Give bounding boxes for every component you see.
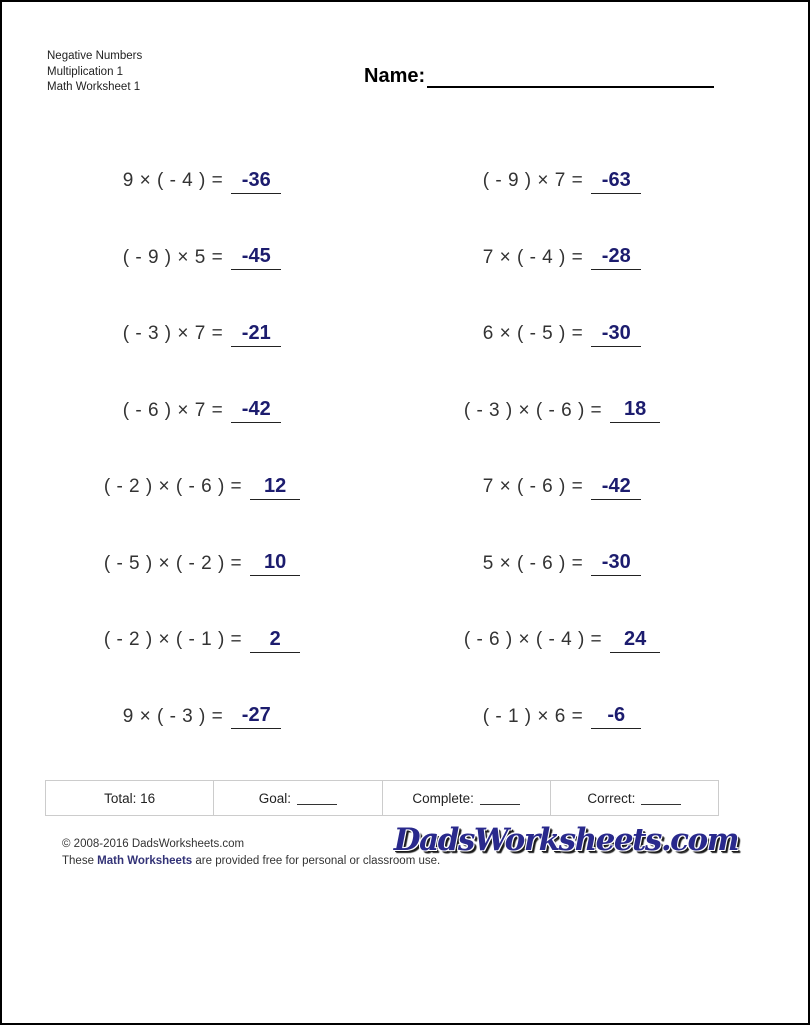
license-prefix: These <box>62 855 94 867</box>
problem-answer: -45 <box>231 245 281 270</box>
header-line-worksheet-number: Math Worksheet 1 <box>47 81 141 93</box>
goal-label: Goal: <box>258 790 292 806</box>
problem-expression: 9 × ( - 4 ) = <box>122 170 224 192</box>
problem-row <box>72 526 332 603</box>
problem-answer: -63 <box>591 169 641 194</box>
goal-blank-line <box>297 792 337 805</box>
correct-label: Correct: <box>587 790 636 806</box>
problem-expression: ( - 2 ) × ( - 1 ) = <box>103 629 243 651</box>
complete-label: Complete: <box>412 790 474 806</box>
problem-answer: 2 <box>250 628 300 653</box>
problem-expression: 7 × ( - 4 ) = <box>482 246 584 268</box>
problem-row <box>432 526 692 603</box>
problem-expression: 9 × ( - 3 ) = <box>122 705 224 727</box>
problems-column-right <box>432 143 692 755</box>
score-cell-complete <box>383 781 551 815</box>
problem-row <box>432 449 692 526</box>
problem-expression: ( - 2 ) × ( - 6 ) = <box>103 476 243 498</box>
problem-answer: -42 <box>231 398 281 423</box>
math-worksheets-link[interactable]: Math Worksheets <box>97 855 193 867</box>
license-line <box>62 853 440 870</box>
problem-expression: ( - 6 ) × ( - 4 ) = <box>463 629 603 651</box>
problem-answer: 18 <box>610 398 660 423</box>
problem-expression: 6 × ( - 5 ) = <box>482 323 584 345</box>
problem-answer: 12 <box>250 475 300 500</box>
problem-answer: 10 <box>250 551 300 576</box>
problem-answer: -42 <box>591 475 641 500</box>
dadsworksheets-logo: DadsWorksheets.com <box>393 822 738 858</box>
problem-answer: -28 <box>591 245 641 270</box>
problem-expression: ( - 9 ) × 5 = <box>122 246 224 268</box>
problem-row <box>72 449 332 526</box>
complete-blank-line <box>480 792 520 805</box>
problem-expression: ( - 6 ) × 7 = <box>122 399 224 421</box>
name-label: Name: <box>364 65 426 87</box>
total-label: Total: 16 <box>104 790 156 806</box>
correct-blank-line <box>641 792 681 805</box>
problem-expression: ( - 3 ) × ( - 6 ) = <box>463 399 603 421</box>
copyright-line: © 2008-2016 DadsWorksheets.com <box>62 838 245 850</box>
problem-answer: -30 <box>591 322 641 347</box>
problem-answer: -30 <box>591 551 641 576</box>
footer-copyright-block <box>62 836 440 870</box>
problem-row <box>72 220 332 297</box>
license-suffix: are provided free for personal or classroom use. <box>195 855 441 867</box>
score-cell-goal <box>214 781 382 815</box>
name-blank-line <box>427 64 714 88</box>
problem-row <box>432 296 692 373</box>
problem-answer: -27 <box>231 704 281 729</box>
problem-expression: ( - 5 ) × ( - 2 ) = <box>103 552 243 574</box>
problem-row <box>432 220 692 297</box>
problem-row <box>72 679 332 756</box>
problem-row <box>72 143 332 220</box>
problem-row <box>72 373 332 450</box>
problem-row <box>432 143 692 220</box>
problem-row <box>432 602 692 679</box>
worksheet-header <box>47 49 142 96</box>
problem-row <box>72 296 332 373</box>
header-line-topic: Negative Numbers <box>47 50 143 62</box>
header-line-subtopic: Multiplication 1 <box>47 65 124 78</box>
problem-expression: ( - 3 ) × 7 = <box>122 323 224 345</box>
problem-row <box>432 373 692 450</box>
problem-row <box>432 679 692 756</box>
score-cell-total <box>46 781 214 815</box>
problem-answer: -6 <box>591 704 641 729</box>
problem-expression: 7 × ( - 6 ) = <box>482 476 584 498</box>
name-row <box>364 60 714 88</box>
score-row <box>45 780 719 816</box>
problem-answer: 24 <box>610 628 660 653</box>
problems-column-left <box>72 143 332 755</box>
problem-expression: ( - 9 ) × 7 = <box>482 170 584 192</box>
problem-answer: -36 <box>231 169 281 194</box>
problem-answer: -21 <box>231 322 281 347</box>
score-cell-correct <box>551 781 718 815</box>
problem-row <box>72 602 332 679</box>
problem-expression: ( - 1 ) × 6 = <box>482 705 584 727</box>
problem-expression: 5 × ( - 6 ) = <box>482 552 584 574</box>
